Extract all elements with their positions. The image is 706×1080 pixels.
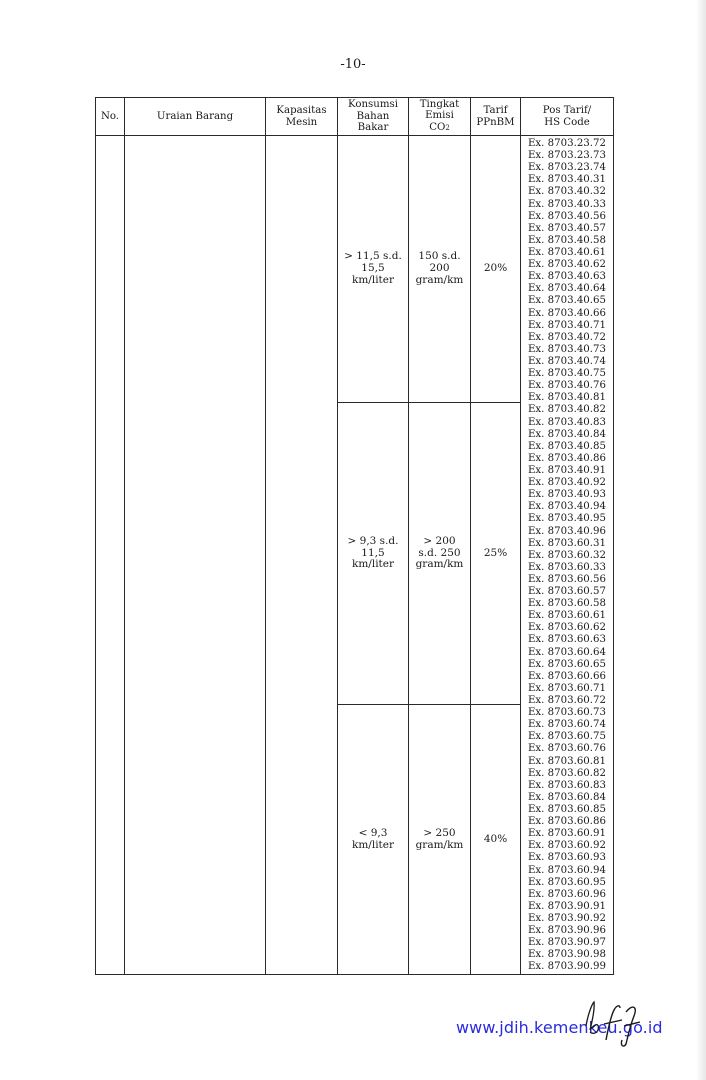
hs-code-item: Ex. 8703.60.72 xyxy=(528,695,606,707)
header-kapasitas xyxy=(266,98,338,136)
hs-code-item: Ex. 8703.40.72 xyxy=(528,331,606,343)
hs-code-item: Ex. 8703.90.97 xyxy=(528,937,606,949)
hs-code-item: Ex. 8703.90.96 xyxy=(528,925,606,937)
hs-code-item: Ex. 8703.60.31 xyxy=(528,537,606,549)
tariff-table xyxy=(95,97,614,975)
konsumsi-line: 11,5 xyxy=(361,546,385,559)
hs-code-item: Ex. 8703.23.72 xyxy=(528,138,606,149)
hs-code-item: Ex. 8703.60.83 xyxy=(528,779,606,791)
hs-code-item: Ex. 8703.60.32 xyxy=(528,549,606,561)
emisi-line: gram/km xyxy=(415,838,464,851)
jdih-website-link[interactable]: www.jdih.kemenkeu.go.id xyxy=(456,1018,663,1037)
header-emisi-line: Emisi xyxy=(425,110,454,122)
tarif-value: 20% xyxy=(483,261,508,274)
hs-code-item: Ex. 8703.40.86 xyxy=(528,452,606,464)
hs-code-item: Ex. 8703.40.92 xyxy=(528,477,606,489)
hs-code-item: Ex. 8703.60.86 xyxy=(528,816,606,828)
tarif-cell xyxy=(471,402,521,705)
header-konsumsi-line: Bakar xyxy=(357,122,389,134)
header-tarif xyxy=(471,98,521,136)
no-cell xyxy=(96,136,125,975)
header-konsumsi-line: Konsumsi xyxy=(348,99,398,111)
hs-code-item: Ex. 8703.40.71 xyxy=(528,319,606,331)
hs-code-item: Ex. 8703.60.71 xyxy=(528,682,606,694)
hs-code-item: Ex. 8703.90.91 xyxy=(528,900,606,912)
konsumsi-line: km/liter xyxy=(351,838,395,851)
hs-code-item: Ex. 8703.60.76 xyxy=(528,743,606,755)
kapasitas-cell xyxy=(266,136,338,975)
hs-code-item: Ex. 8703.60.64 xyxy=(528,646,606,658)
hs-code-item: Ex. 8703.60.66 xyxy=(528,670,606,682)
hs-code-item: Ex. 8703.60.95 xyxy=(528,876,606,888)
page-edge-shadow xyxy=(696,0,706,1080)
hs-code-item: Ex. 8703.40.64 xyxy=(528,283,606,295)
hs-code-item: Ex. 8703.90.92 xyxy=(528,913,606,924)
emisi-line: 200 xyxy=(429,261,450,274)
hs-code-item: Ex. 8703.60.65 xyxy=(528,658,606,670)
hs-code-item: Ex. 8703.40.85 xyxy=(528,440,606,452)
konsumsi-line: > 9,3 s.d. xyxy=(347,534,399,547)
header-emisi-co: CO xyxy=(429,121,446,133)
konsumsi-line: km/liter xyxy=(351,273,395,286)
konsumsi-cell xyxy=(338,705,409,975)
header-tarif-line: Tarif xyxy=(483,104,508,116)
hs-code-item: Ex. 8703.40.73 xyxy=(528,343,606,355)
hs-code-item: Ex. 8703.40.82 xyxy=(528,404,606,416)
hs-code-item: Ex. 8703.60.84 xyxy=(528,791,606,803)
hs-code-item: Ex. 8703.90.98 xyxy=(528,949,606,961)
hs-code-item: Ex. 8703.40.57 xyxy=(528,222,606,234)
table-row xyxy=(96,136,614,403)
hs-code-item: Ex. 8703.40.33 xyxy=(528,198,606,210)
konsumsi-line: < 9,3 xyxy=(358,826,388,839)
hs-code-item: Ex. 8703.40.94 xyxy=(528,501,606,513)
header-uraian xyxy=(125,98,266,136)
table-header-row xyxy=(96,98,614,136)
header-tarif-line: PPnBM xyxy=(476,116,515,128)
emisi-cell xyxy=(409,402,471,705)
header-no-label: No. xyxy=(100,110,120,122)
konsumsi-cell xyxy=(338,136,409,403)
hs-code-item: Ex. 8703.60.91 xyxy=(528,828,606,840)
konsumsi-cell xyxy=(338,402,409,705)
emisi-line: gram/km xyxy=(415,558,464,571)
emisi-line: gram/km xyxy=(415,273,464,286)
hs-code-item: Ex. 8703.40.62 xyxy=(528,259,606,271)
emisi-line: 150 s.d. xyxy=(418,249,461,262)
hs-code-item: Ex. 8703.23.74 xyxy=(528,162,606,174)
hs-code-item: Ex. 8703.60.57 xyxy=(528,586,606,598)
hs-code-item: Ex. 8703.60.94 xyxy=(528,864,606,876)
header-pos xyxy=(521,98,614,136)
hs-code-item: Ex. 8703.60.73 xyxy=(528,707,606,719)
hs-code-item: Ex. 8703.60.61 xyxy=(528,610,606,622)
hs-code-item: Ex. 8703.60.56 xyxy=(528,573,606,585)
emisi-line: s.d. 250 xyxy=(418,546,461,559)
header-kapasitas-line: Kapasitas xyxy=(276,104,327,116)
tarif-cell xyxy=(471,136,521,403)
hs-code-item: Ex. 8703.40.81 xyxy=(528,392,606,404)
hs-code-item: Ex. 8703.60.74 xyxy=(528,719,606,731)
header-emisi-subscript: 2 xyxy=(445,123,450,132)
hs-code-item: Ex. 8703.60.58 xyxy=(528,598,606,610)
uraian-cell xyxy=(125,136,266,975)
hs-code-item: Ex. 8703.40.32 xyxy=(528,186,606,198)
hs-code-item: Ex. 8703.60.62 xyxy=(528,622,606,634)
hs-code-item: Ex. 8703.40.75 xyxy=(528,368,606,380)
hs-code-item: Ex. 8703.40.96 xyxy=(528,525,606,537)
tarif-value: 25% xyxy=(483,546,508,559)
hs-code-item: Ex. 8703.60.92 xyxy=(528,840,606,852)
hs-code-item: Ex. 8703.23.73 xyxy=(528,150,606,162)
hs-code-item: Ex. 8703.40.91 xyxy=(528,464,606,476)
header-no xyxy=(96,98,125,136)
emisi-cell xyxy=(409,705,471,975)
hs-code-item: Ex. 8703.40.83 xyxy=(528,416,606,428)
header-emisi xyxy=(409,98,471,136)
hs-code-item: Ex. 8703.40.65 xyxy=(528,295,606,307)
hs-code-item: Ex. 8703.40.56 xyxy=(528,210,606,222)
header-kapasitas-line: Mesin xyxy=(285,116,318,128)
header-konsumsi xyxy=(338,98,409,136)
hs-code-item: Ex. 8703.40.93 xyxy=(528,489,606,501)
tarif-value: 40% xyxy=(483,832,508,845)
hs-code-item: Ex. 8703.60.96 xyxy=(528,888,606,900)
konsumsi-line: > 11,5 s.d. xyxy=(344,249,402,262)
hs-code-item: Ex. 8703.40.63 xyxy=(528,271,606,283)
emisi-line: > 250 xyxy=(423,826,456,839)
header-uraian-label: Uraian Barang xyxy=(156,110,234,122)
handwritten-paraf-icon xyxy=(580,996,650,1048)
hs-code-item: Ex. 8703.40.61 xyxy=(528,246,606,258)
hs-code-cell xyxy=(521,136,614,975)
hs-code-item: Ex. 8703.40.58 xyxy=(528,234,606,246)
hs-code-item: Ex. 8703.40.66 xyxy=(528,307,606,319)
header-emisi-line: Tingkat xyxy=(419,98,460,110)
hs-code-item: Ex. 8703.60.33 xyxy=(528,561,606,573)
hs-code-item: Ex. 8703.60.75 xyxy=(528,731,606,743)
konsumsi-line: 15,5 xyxy=(361,261,385,274)
emisi-line: > 200 xyxy=(423,534,456,547)
hs-code-item: Ex. 8703.90.99 xyxy=(528,961,606,973)
tarif-cell xyxy=(471,705,521,975)
hs-code-item: Ex. 8703.60.93 xyxy=(528,852,606,864)
hs-code-item: Ex. 8703.40.76 xyxy=(528,380,606,392)
hs-code-item: Ex. 8703.60.82 xyxy=(528,767,606,779)
header-konsumsi-line: Bahan xyxy=(356,110,390,122)
hs-code-list xyxy=(521,136,613,974)
hs-code-item: Ex. 8703.60.81 xyxy=(528,755,606,767)
hs-code-item: Ex. 8703.40.74 xyxy=(528,355,606,367)
header-pos-line: Pos Tarif/ xyxy=(542,104,592,116)
page-number: -10- xyxy=(340,57,366,72)
hs-code-item: Ex. 8703.40.95 xyxy=(528,513,606,525)
emisi-cell xyxy=(409,136,471,403)
hs-code-item: Ex. 8703.40.31 xyxy=(528,174,606,186)
hs-code-item: Ex. 8703.60.85 xyxy=(528,804,606,816)
konsumsi-line: km/liter xyxy=(351,558,395,571)
header-pos-line: HS Code xyxy=(544,116,590,128)
hs-code-item: Ex. 8703.60.63 xyxy=(528,634,606,646)
hs-code-item: Ex. 8703.40.84 xyxy=(528,428,606,440)
